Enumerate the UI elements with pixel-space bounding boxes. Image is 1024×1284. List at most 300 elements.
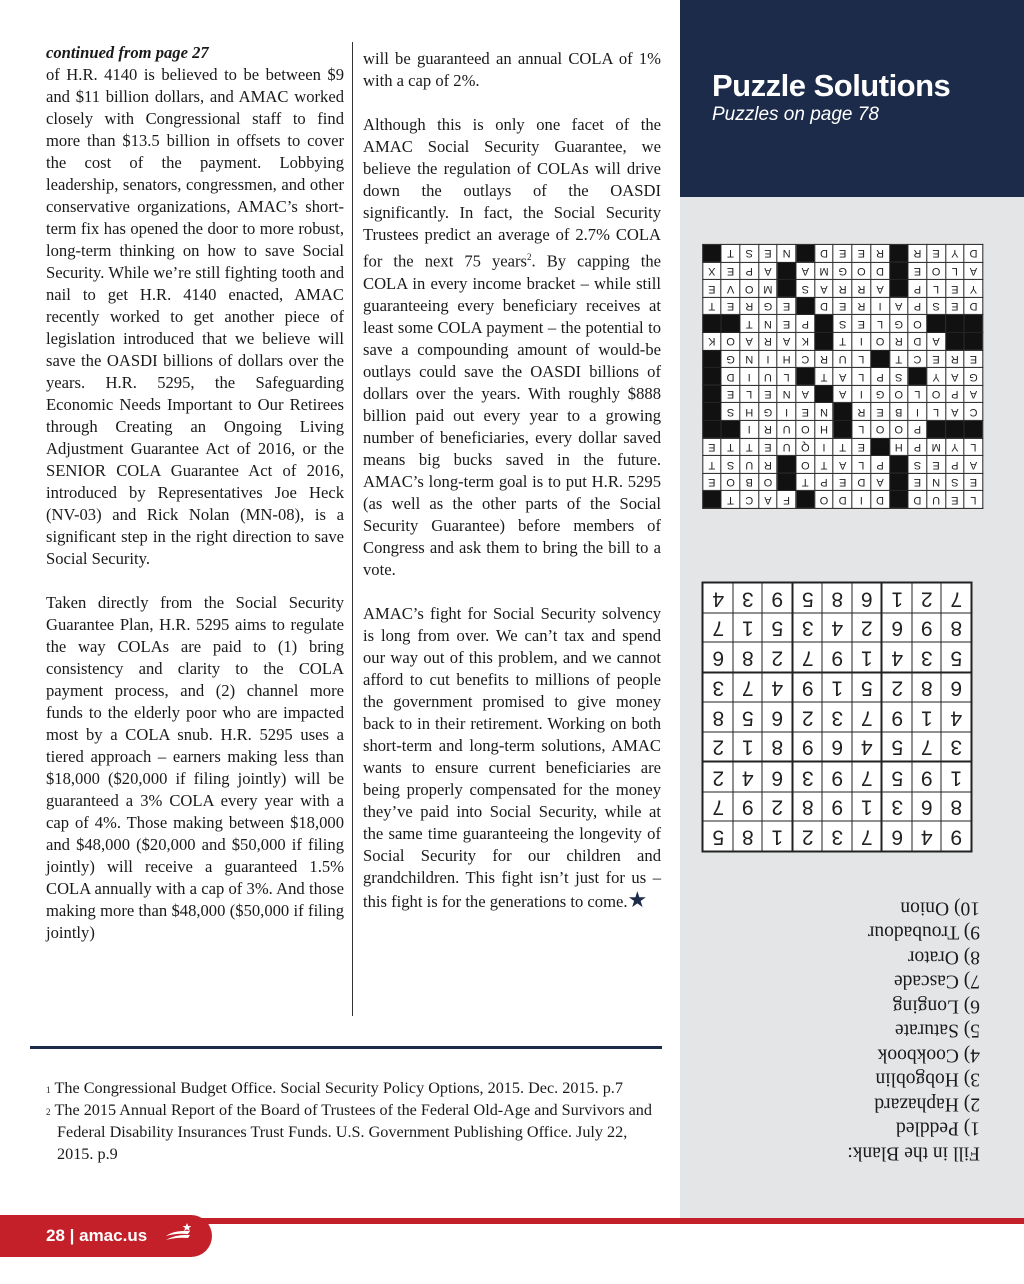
crossword-block [889, 473, 908, 491]
crossword-cell: T [703, 297, 722, 315]
sudoku-cell: 5 [763, 613, 793, 643]
crossword-cell: R [945, 350, 964, 368]
crossword-cell: N [777, 245, 796, 263]
sudoku-cell: 6 [912, 792, 942, 822]
article-column-1 [46, 42, 344, 966]
crossword-block [703, 385, 722, 403]
crossword-cell: X [703, 262, 722, 280]
crossword-block [815, 315, 834, 333]
crossword-cell: E [721, 385, 740, 403]
crossword-block [815, 385, 834, 403]
crossword-cell: O [889, 420, 908, 438]
crossword-block [777, 280, 796, 298]
fill-answer: 5) Saturate [894, 1020, 980, 1041]
crossword-block [945, 315, 964, 333]
sudoku-cell: 9 [763, 583, 793, 613]
crossword-cell: E [703, 438, 722, 456]
crossword-block [889, 262, 908, 280]
crossword-cell: I [852, 332, 871, 350]
crossword-cell: G [889, 315, 908, 333]
sudoku-cell: 2 [793, 822, 823, 852]
crossword-row [703, 350, 983, 368]
sudoku-cell: 3 [703, 673, 733, 703]
crossword-cell: I [852, 385, 871, 403]
crossword-cell: D [908, 491, 927, 509]
crossword-cell: O [871, 332, 890, 350]
crossword-cell: A [927, 332, 946, 350]
crossword-cell: S [796, 280, 815, 298]
crossword-cell: T [721, 245, 740, 263]
fill-answer: 7) Cascade [893, 971, 980, 992]
sudoku-cell: 6 [763, 703, 793, 733]
sudoku-cell: 1 [733, 732, 763, 762]
crossword-cell: E [908, 473, 927, 491]
sudoku-cell: 8 [703, 703, 733, 733]
crossword-cell: C [740, 491, 759, 509]
fill-answer: 3) Hobgoblin [875, 1069, 980, 1090]
sudoku-cell: 9 [942, 822, 972, 852]
crossword-cell: O [852, 262, 871, 280]
sudoku-cell: 3 [882, 792, 912, 822]
sudoku-cell: 3 [823, 822, 853, 852]
sudoku-cell: 8 [942, 792, 972, 822]
crossword-block [964, 315, 983, 333]
sudoku-cell: 3 [733, 583, 763, 613]
crossword-block [871, 438, 890, 456]
crossword-cell: O [927, 262, 946, 280]
sudoku-cell: 5 [703, 822, 733, 852]
crossword-cell: N [740, 350, 759, 368]
crossword-cell: D [871, 262, 890, 280]
crossword-cell: G [871, 385, 890, 403]
crossword-cell: R [852, 297, 871, 315]
crossword-cell: O [927, 385, 946, 403]
crossword-cell: E [945, 297, 964, 315]
crossword-row [703, 315, 983, 333]
sudoku-cell: 5 [852, 673, 882, 703]
fill-heading: Fill in the Blank: [847, 1142, 980, 1164]
sudoku-cell: 2 [763, 792, 793, 822]
crossword-cell: A [796, 385, 815, 403]
crossword-cell: S [927, 297, 946, 315]
crossword-cell: U [759, 368, 778, 386]
article-column-2 [363, 48, 661, 935]
footnote [46, 1099, 656, 1165]
sudoku-cell: 4 [942, 703, 972, 733]
crossword-cell: P [908, 280, 927, 298]
crossword-cell: E [721, 297, 740, 315]
crossword-cell: U [777, 420, 796, 438]
article-paragraph: of H.R. 4140 is believed to be between $9 and $11 billion dollars, and AMAC worked closely with Congressional staff to find more than $13.5 billion in offsets to cover the cost of the payment. Lobbying leadership, senators, congressmen, and other conservative organizations, AMAC’s short-term fix has opened the door to more robust, long-term thinking on how to save Social Security. While we’re still fighting tooth and nail to get H.R. 4140 enacted, AMAC recently worked to get another piece of legislation introduced that we believe will save the OASDI billions of dollars over the years. H.R. 5295, the Safeguarding Economic Needs Important to Our Retirees through Creating an Ongoing Living Adjustment Guarantee Act of 2016, or the SENIOR COLA Guarantee Act of 2016, introduced by Representatives Joe Heck (NV-03) and Rick Nolan (MN-08), is a significant step in the right direction to save Social Security. [46, 65, 344, 568]
crossword-cell: E [777, 297, 796, 315]
sudoku-cell: 3 [793, 613, 823, 643]
crossword-cell: O [740, 280, 759, 298]
sudoku-cell: 5 [942, 643, 972, 673]
sudoku-cell: 2 [703, 762, 733, 792]
crossword-block [703, 420, 722, 438]
crossword-row [703, 297, 983, 315]
sudoku-cell: 8 [793, 792, 823, 822]
crossword-cell: R [740, 297, 759, 315]
crossword-cell: H [777, 350, 796, 368]
sudoku-cell: 5 [882, 762, 912, 792]
crossword-cell: R [852, 280, 871, 298]
sudoku-cell: 4 [733, 762, 763, 792]
sudoku-cell: 9 [912, 613, 942, 643]
sudoku-cell: 3 [793, 762, 823, 792]
crossword-block [945, 332, 964, 350]
crossword-cell: U [927, 491, 946, 509]
continued-note: continued from page 27 [46, 43, 209, 62]
sudoku-row [703, 762, 972, 792]
crossword-cell: S [721, 403, 740, 421]
crossword-cell: O [721, 473, 740, 491]
article-paragraph [363, 114, 661, 581]
sudoku-row [703, 583, 972, 613]
fill-answer: 4) Cookbook [877, 1044, 980, 1066]
crossword-cell: N [927, 473, 946, 491]
crossword-cell: B [889, 403, 908, 421]
crossword-cell: T [721, 491, 740, 509]
crossword-cell: R [759, 420, 778, 438]
crossword-cell: O [721, 332, 740, 350]
crossword-block [796, 297, 815, 315]
sudoku-solution [702, 582, 973, 853]
crossword-cell: O [796, 420, 815, 438]
crossword-cell: A [964, 385, 983, 403]
crossword-cell: P [871, 456, 890, 474]
crossword-block [777, 456, 796, 474]
crossword-cell: L [852, 420, 871, 438]
crossword-cell: A [871, 473, 890, 491]
crossword-cell: E [852, 438, 871, 456]
crossword-cell: L [964, 491, 983, 509]
crossword-row [703, 385, 983, 403]
fill-in-the-blank-answers [760, 895, 980, 1165]
sudoku-cell: 2 [912, 583, 942, 613]
crossword-cell: E [927, 456, 946, 474]
sudoku-cell: 2 [793, 703, 823, 733]
sudoku-cell: 1 [733, 613, 763, 643]
crossword-cell: I [740, 420, 759, 438]
crossword-cell: M [759, 280, 778, 298]
crossword-block [833, 403, 852, 421]
sudoku-cell: 7 [912, 732, 942, 762]
crossword-cell: E [852, 245, 871, 263]
crossword-cell: A [889, 297, 908, 315]
crossword-cell: L [777, 368, 796, 386]
crossword-block [703, 350, 722, 368]
crossword-cell: O [908, 315, 927, 333]
sudoku-cell: 6 [852, 583, 882, 613]
crossword-cell: K [796, 332, 815, 350]
sudoku-cell: 1 [912, 703, 942, 733]
crossword-block [703, 491, 722, 509]
crossword-cell: L [852, 368, 871, 386]
sudoku-cell: 4 [852, 732, 882, 762]
crossword-cell: R [759, 332, 778, 350]
sudoku-cell: 4 [823, 613, 853, 643]
crossword-cell: E [908, 262, 927, 280]
crossword-cell: S [740, 245, 759, 263]
sudoku-cell: 4 [912, 822, 942, 852]
crossword-cell: E [703, 473, 722, 491]
crossword-cell: K [703, 332, 722, 350]
crossword-cell: U [777, 438, 796, 456]
crossword-cell: E [964, 350, 983, 368]
sudoku-cell: 9 [823, 792, 853, 822]
crossword-cell: E [721, 262, 740, 280]
crossword-row [703, 280, 983, 298]
crossword-block [796, 368, 815, 386]
footnote-text: The 2015 Annual Report of the Board of Trustees of the Federal Old-Age and Survivors and Federal Disability Insurances Trust Funds. U.S. Government Publishing Office. July 22, 2015. p.9 [54, 1101, 652, 1163]
crossword-cell: H [889, 438, 908, 456]
article-text: . By capping the COLA in every income bracket – while still guaranteeing every beneficiary receives at least some COLA payment – the potential to save a compounding amount of would-be outlays could save the OASDI billions of dollars over the years. With roughly $888 billion paid out every year to a growing number of beneficiaries, every dollar saved means big bucks saved in the future. AMAC’s long-term goal is to put H.R. 5295 (as well as the other parts of the Social Security Guarantee) before members of Congress and ask them to bring the bill to a vote. [363, 251, 661, 579]
crossword-cell: L [945, 262, 964, 280]
crossword-block [796, 245, 815, 263]
article-paragraph: will be guaranteed an annual COLA of 1% with a cap of 2%. [363, 49, 661, 90]
crossword-block [927, 420, 946, 438]
crossword-cell: R [871, 245, 890, 263]
crossword-cell: O [889, 385, 908, 403]
sudoku-cell: 6 [703, 643, 733, 673]
sidebar-subtitle: Puzzles on page 78 [712, 104, 879, 125]
crossword-cell: A [833, 368, 852, 386]
article-text: AMAC’s fight for Social Security solvency is long from over. We can’t tax and spend our way out of this problem, and we cannot afford to cut benefits to millions of people the government promised to give money back to in their retirement. Working on both short-term and long-term solutions, AMAC wants to ensure current beneficiaries are being properly compensated for the money they’ve paid into Social Security, while at the same time guaranteeing the longevity of Social Security for our children and grandchildren. This fight isn’t just for us – this fight is for the generations to come. [363, 603, 661, 911]
crossword-cell: I [852, 491, 871, 509]
footnotes [46, 1077, 656, 1165]
footnote-number: 1 [46, 1085, 51, 1095]
crossword-cell: E [759, 438, 778, 456]
sudoku-cell: 8 [763, 732, 793, 762]
crossword-cell: N [759, 315, 778, 333]
crossword-cell: P [908, 438, 927, 456]
sudoku-cell: 7 [703, 613, 733, 643]
crossword-cell: P [945, 456, 964, 474]
crossword-block [889, 456, 908, 474]
crossword-cell: C [796, 350, 815, 368]
flag-logo-icon [164, 1222, 194, 1242]
crossword-block [777, 262, 796, 280]
crossword-cell: L [852, 350, 871, 368]
sudoku-cell: 7 [852, 822, 882, 852]
sudoku-cell: 1 [852, 643, 882, 673]
crossword-cell: G [833, 262, 852, 280]
crossword-cell: M [815, 262, 834, 280]
crossword-cell: E [833, 245, 852, 263]
crossword-cell: E [852, 315, 871, 333]
crossword-cell: U [833, 350, 852, 368]
crossword-row [703, 403, 983, 421]
crossword-cell: D [871, 491, 890, 509]
crossword-cell: R [833, 280, 852, 298]
fill-answer: 6) Longing [892, 995, 980, 1017]
crossword-cell: R [908, 245, 927, 263]
crossword-cell: C [908, 350, 927, 368]
crossword-cell: E [777, 315, 796, 333]
crossword-block [964, 420, 983, 438]
crossword-block [703, 368, 722, 386]
footnote-text: The Congressional Budget Office. Social Security Policy Options, 2015. Dec. 2015. p.7 [54, 1079, 623, 1097]
crossword-cell: I [759, 350, 778, 368]
crossword-cell: B [740, 473, 759, 491]
crossword-cell: A [964, 262, 983, 280]
crossword-cell: T [703, 456, 722, 474]
crossword-cell: Q [796, 438, 815, 456]
crossword-cell: T [889, 350, 908, 368]
sudoku-cell: 9 [882, 703, 912, 733]
sudoku-cell: 7 [852, 703, 882, 733]
crossword-cell: L [927, 280, 946, 298]
crossword-cell: A [815, 280, 834, 298]
crossword-block [908, 368, 927, 386]
crossword-row [703, 262, 983, 280]
crossword-cell: P [740, 262, 759, 280]
crossword-cell: E [796, 403, 815, 421]
crossword-cell: T [740, 438, 759, 456]
sudoku-cell: 7 [733, 673, 763, 703]
sudoku-cell: 6 [763, 762, 793, 792]
crossword-cell: V [721, 280, 740, 298]
crossword-cell: H [740, 403, 759, 421]
sudoku-cell: 9 [823, 762, 853, 792]
sudoku-row [703, 703, 972, 733]
sudoku-cell: 3 [912, 643, 942, 673]
sudoku-cell: 1 [763, 822, 793, 852]
sudoku-cell: 5 [882, 732, 912, 762]
crossword-cell: G [964, 368, 983, 386]
crossword-cell: D [815, 297, 834, 315]
sudoku-row [703, 732, 972, 762]
crossword-cell: O [759, 473, 778, 491]
sudoku-cell: 7 [703, 792, 733, 822]
crossword-cell: A [964, 456, 983, 474]
crossword-cell: M [927, 438, 946, 456]
crossword-cell: P [945, 385, 964, 403]
crossword-cell: A [759, 262, 778, 280]
sudoku-cell: 9 [793, 673, 823, 703]
crossword-cell: G [759, 403, 778, 421]
sudoku-cell: 2 [882, 673, 912, 703]
crossword-cell: U [740, 456, 759, 474]
crossword-block [703, 315, 722, 333]
crossword-block [833, 420, 852, 438]
crossword-cell: D [908, 332, 927, 350]
crossword-cell: L [908, 385, 927, 403]
article-paragraph: Taken directly from the Social Security Guarantee Plan, H.R. 5295 aims to regulate the way COLAs are paid to (1) bring consistency and clarity to the COLA payment process, and (2) channel more funds to the elderly poor who are impacted most by a COLA snub. H.R. 5295 uses a tiered approach – earners making less than $18,000 ($20,000 if filing jointly) will be guaranteed a 3% COLA every year with a cap of 4%. Those making between $18,000 and $48,000 ($20,000 and $50,000 if filing jointly) will receive a guaranteed 1.5% COLA annually with a cap of 3%. And those making more than $48,000 ($50,000 if filing jointly) [46, 593, 344, 942]
crossword-cell: E [945, 491, 964, 509]
crossword-block [889, 491, 908, 509]
fill-answer: 9) Troubadour [867, 922, 980, 943]
sudoku-cell: 3 [942, 732, 972, 762]
crossword-cell: P [908, 297, 927, 315]
sudoku-row [703, 792, 972, 822]
sudoku-cell: 4 [703, 583, 733, 613]
crossword-cell: N [815, 403, 834, 421]
sudoku-cell: 8 [912, 673, 942, 703]
crossword-cell: O [815, 491, 834, 509]
sudoku-cell: 6 [882, 822, 912, 852]
crossword-cell: H [815, 420, 834, 438]
footnote-ref: 2 [527, 252, 532, 262]
sudoku-cell: 9 [912, 762, 942, 792]
crossword-cell: E [703, 280, 722, 298]
crossword-cell: S [945, 473, 964, 491]
sudoku-row [703, 643, 972, 673]
crossword-cell: Y [927, 368, 946, 386]
crossword-cell: A [777, 332, 796, 350]
sudoku-row [703, 673, 972, 703]
crossword-cell: N [777, 385, 796, 403]
crossword-cell: T [796, 473, 815, 491]
article-text: Although this is only one facet of the AMAC Social Security Guarantee, we believe the regulation of COLAs will drive down the outlays of the OASDI significantly. In fact, the Social Security Trustees predict an average of 2.7% COLA for the next 75 years [363, 115, 661, 271]
sudoku-cell: 7 [852, 762, 882, 792]
crossword-cell: E [833, 473, 852, 491]
crossword-cell: E [759, 245, 778, 263]
crossword-cell: E [927, 245, 946, 263]
footnote [46, 1077, 656, 1099]
crossword-cell: I [908, 403, 927, 421]
crossword-cell: A [945, 403, 964, 421]
fill-answer: 2) Haphazard [874, 1093, 980, 1115]
crossword-cell: D [964, 297, 983, 315]
crossword-cell: A [871, 280, 890, 298]
crossword-cell: E [833, 297, 852, 315]
sudoku-row [703, 822, 972, 852]
crossword-cell: E [927, 350, 946, 368]
crossword-cell: C [964, 403, 983, 421]
crossword-block [721, 420, 740, 438]
sudoku-cell: 8 [733, 643, 763, 673]
sudoku-cell: 5 [793, 583, 823, 613]
crossword-cell: A [945, 368, 964, 386]
crossword-cell: P [908, 420, 927, 438]
crossword-cell: O [871, 420, 890, 438]
sudoku-cell: 6 [882, 613, 912, 643]
crossword-cell: R [852, 403, 871, 421]
crossword-row [703, 438, 983, 456]
crossword-cell: L [927, 403, 946, 421]
crossword-cell: A [833, 385, 852, 403]
sidebar-title: Puzzle Solutions [712, 68, 951, 103]
sudoku-cell: 7 [793, 643, 823, 673]
crossword-cell: R [815, 350, 834, 368]
crossword-block [871, 350, 890, 368]
sudoku-cell: 8 [823, 583, 853, 613]
crossword-cell: I [815, 438, 834, 456]
crossword-cell: G [759, 297, 778, 315]
crossword-block [796, 491, 815, 509]
crossword-row [703, 332, 983, 350]
end-star-icon: ★ [627, 886, 648, 912]
crossword-cell: G [721, 350, 740, 368]
crossword-cell: L [852, 456, 871, 474]
crossword-row [703, 456, 983, 474]
crossword-cell: A [740, 332, 759, 350]
sudoku-cell: 2 [763, 643, 793, 673]
sudoku-cell: 6 [942, 673, 972, 703]
sudoku-cell: 7 [942, 583, 972, 613]
crossword-block [889, 245, 908, 263]
sudoku-cell: 5 [733, 703, 763, 733]
crossword-block [945, 420, 964, 438]
page-label: 28 | amac.us [46, 1226, 148, 1245]
crossword-cell: I [777, 403, 796, 421]
crossword-cell: E [759, 385, 778, 403]
fill-answer: 1) Peddled [896, 1118, 980, 1139]
sudoku-cell: 6 [823, 732, 853, 762]
sudoku-cell: 2 [703, 732, 733, 762]
